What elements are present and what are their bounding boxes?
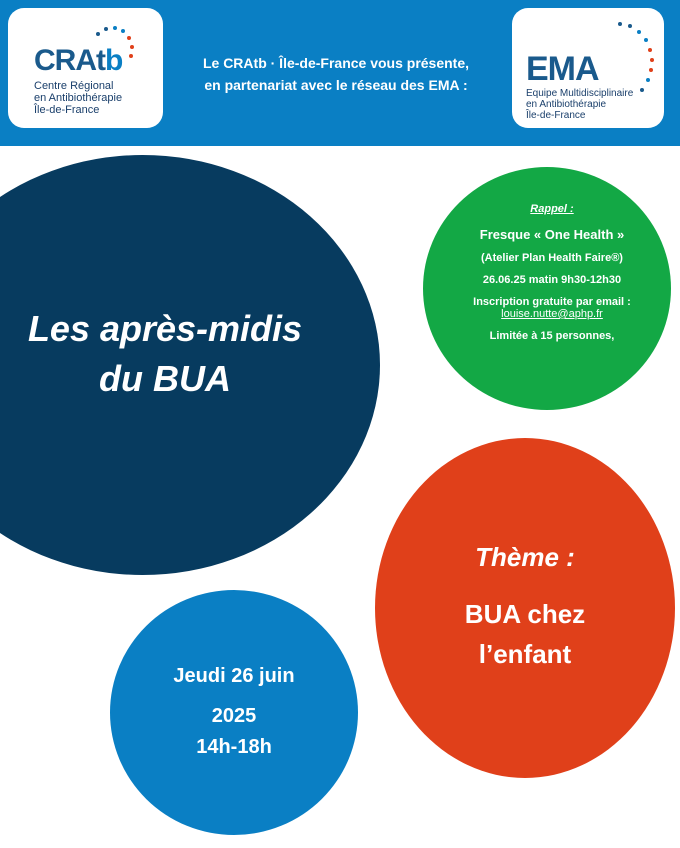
ema-logo-word: EMA bbox=[526, 50, 599, 88]
intro-text: Le CRAtb · Île-de-France vous présente, en partenariat avec le réseau des EMA : bbox=[202, 55, 470, 93]
theme-label: Thème : bbox=[475, 542, 575, 572]
event-time: 14h-18h bbox=[196, 736, 272, 758]
header-banner bbox=[0, 0, 680, 146]
reminder-limit: Limitée à 15 personnes, bbox=[489, 330, 615, 342]
event-title: Les après-midis du BUA bbox=[27, 308, 303, 399]
reminder-email-link[interactable]: louise.nutte@aphp.fr bbox=[501, 308, 603, 320]
cratb-logo bbox=[8, 8, 163, 128]
reminder-text bbox=[423, 203, 680, 342]
ema-logo bbox=[512, 8, 664, 128]
reminder-label: Rappel : bbox=[530, 203, 574, 215]
cratb-logo-word: CRAtb bbox=[34, 44, 123, 77]
theme-text: BUA chez l’enfant bbox=[464, 599, 586, 669]
reminder-datetime: 26.06.25 matin 9h30-12h30 bbox=[482, 274, 622, 286]
event-date: Jeudi 26 juin 2025 bbox=[173, 665, 295, 727]
reminder-subtitle: (Atelier Plan Health Faire®) bbox=[481, 252, 623, 264]
cratb-logo-dots-icon bbox=[96, 26, 136, 66]
reminder-event: Fresque « One Health » bbox=[479, 227, 625, 242]
reminder-signup: Inscription gratuite par email : bbox=[473, 296, 631, 308]
cratb-logo-subtitle: Centre Régional en Antibiothérapie Île-de-France bbox=[34, 80, 123, 116]
ema-logo-subtitle: Equipe Multidisciplinaire en Antibiothérapie Île-de-France bbox=[526, 88, 634, 121]
